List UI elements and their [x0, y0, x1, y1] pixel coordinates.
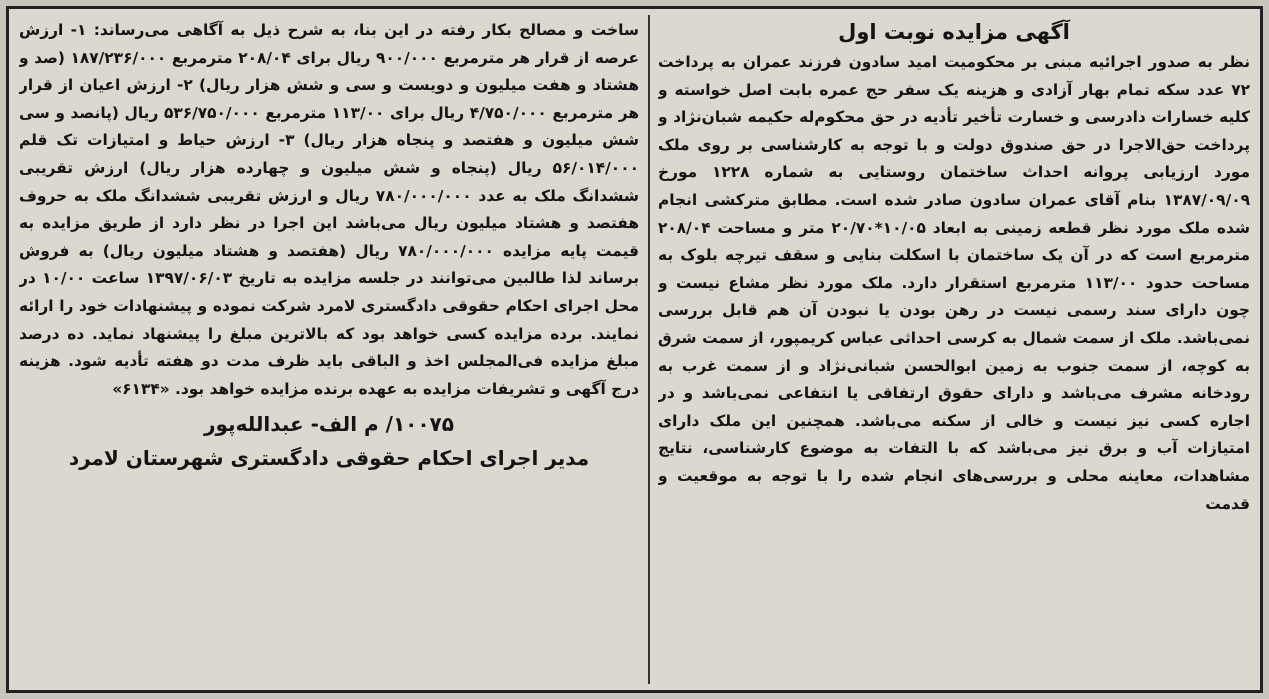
signature-code: ۱۰۰۷۵/ م الف- عبدالله‌پور — [204, 412, 454, 437]
notice-body-right: نظر به صدور اجرائیه مبنی بر محکومیت امید سادون فرزند عمران به پرداخت ۷۲ عدد سکه تمام بهار آزادی و هزینه یک سفر حج عمره بابت اصل خواسته و کلیه خسارات دادرسی و خسارت تأخیر تأدیه در حق محکوم‌له حکیمه شبان‌نژاد و پرداخت حق‌الاجرا در حق صندوق دولت و با توجه به کارشناسی بر روی ملک مورد ارزیابی پروانه احداث ساختمان روستایی به شماره ۱۲۲۸ مورخ ۱۳۸۷/۰۹/۰۹ بنام آقای عمران سادون صادر شده است. مطابق مترکشی انجام شده ملک مورد نظر قطعه زمینی به ابعاد ۱۰/۰۵*۲۰/۷۰ متر و مساحت ۲۰۸/۰۴ مترمربع است که در آن یک ساختمان با اسکلت بنایی و سقف تیرچه بلوک به مساحت حدود ۱۱۳/۰۰ مترمربع استقرار دارد. ملک مورد نظر مشاع نیست و چون دارای سند رسمی نیست در رهن بودن یا نبودن آن هم قابل بررسی نمی‌باشد. ملک از سمت شمال به کرسی احداثی عباس کریمپور، از سمت شرق به کوچه، از سمت جنوب به زمین ابوالحسن شبانی‌نژاد و از سمت غرب به رودخانه مشرف می‌باشد و دارای حقوق ارتفاقی یا انتفاعی نمی‌باشد و در اجاره کسی نیز نیست و خالی از سکنه می‌باشد. همچنین این ملک دارای امتیازات آب و برق نیز می‌باشد که با التفات به موضوع کارشناسی، نتایج مشاهدات، معاینه محلی و بررسی‌های انجام شده را با توجه به موقعیت و قدمت — [658, 53, 1250, 513]
newspaper-notice — [6, 6, 1263, 693]
left-column — [19, 17, 639, 682]
notice-body-left: ساخت و مصالح بکار رفته در این بنا، به شرح ذیل به آگاهی می‌رساند: ۱- ارزش عرصه از قرار هر مترمربع ۹۰۰/۰۰۰ ریال برای ۲۰۸/۰۴ مترمربع ۱۸۷/۲۳۶/۰۰۰ (صد و هشتاد و هفت میلیون و دویست و سی و شش هزار ریال) ۲- ارزش اعیان از قرار هر مترمربع ۴/۷۵۰/۰۰۰ ریال برای ۱۱۳/۰۰ مترمربع ۵۳۶/۷۵۰/۰۰۰ ریال (پانصد و سی شش میلیون و هفتصد و پنجاه هزار ریال) ۳- ارزش حیاط و امتیازات تک قلم ۵۶/۰۱۴/۰۰۰ ریال (پنجاه و شش میلیون و چهارده هزار ریال) ارزش تقریبی ششدانگ ملک به عدد ۷۸۰/۰۰۰/۰۰۰ ریال و ارزش تقریبی ششدانگ ملک به حروف هفتصد و هشتاد میلیون ریال می‌باشد این اجرا در نظر دارد از طریق مزایده به قیمت پایه مزایده ۷۸۰/۰۰۰/۰۰۰ ریال (هفتصد و هشتاد میلیون ریال) به فروش برساند لذا طالبین می‌توانند در جلسه مزایده به تاریخ ۱۳۹۷/۰۶/۰۳ ساعت ۱۰/۰۰ در محل اجرای احکام حقوقی دادگستری لامرد شرکت نموده و پیشنهادات خود را ارائه نمایند. برده مزایده کسی خواهد بود که بالاترین مبلغ را پیشنهاد نماید. ده درصد مبلغ مزایده فی‌المجلس اخذ و الباقی باید ظرف مدت دو هفته تأدیه شود. هزینه درج آگهی و تشریفات مزایده به عهده برنده مزایده خواهد بود. «۶۱۳۴» — [19, 21, 639, 398]
column-divider — [648, 15, 650, 684]
notice-title: آگهی مزایده نوبت اول — [838, 20, 1070, 44]
right-column — [658, 17, 1250, 682]
signature-title: مدیر اجرای احکام حقوقی دادگستری شهرستان لامرد — [68, 446, 590, 471]
